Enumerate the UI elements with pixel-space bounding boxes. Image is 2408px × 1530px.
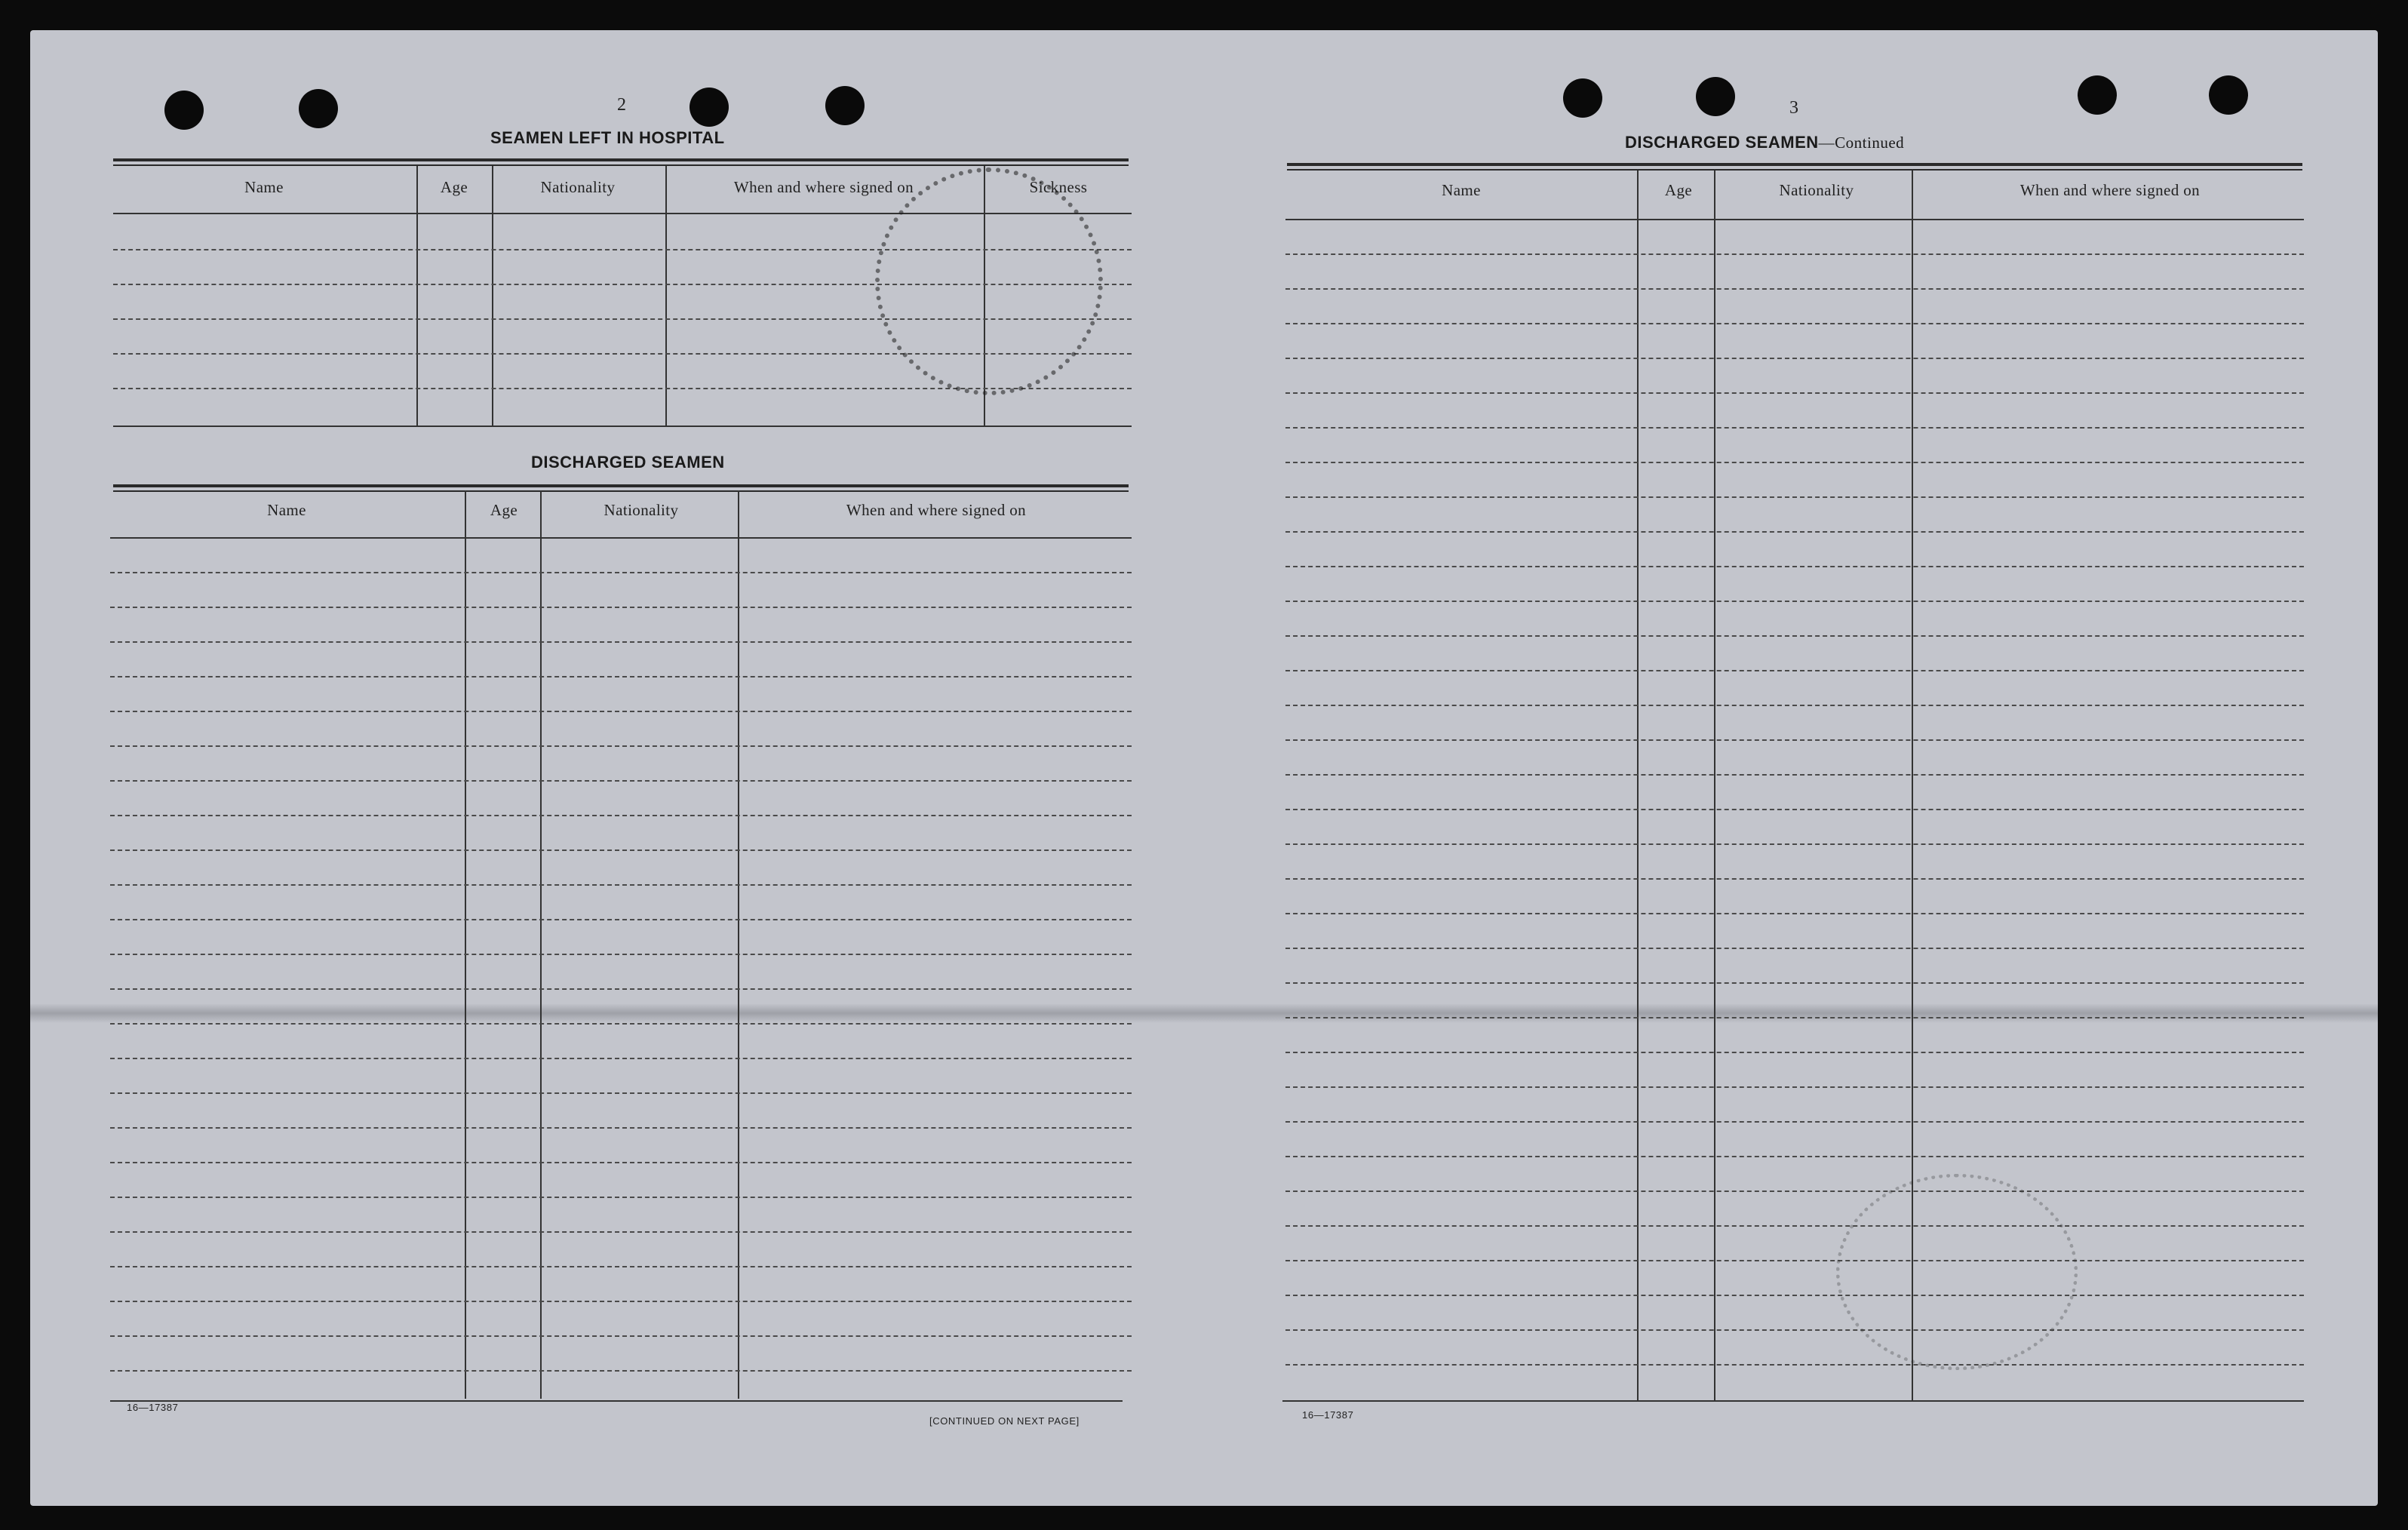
punch-hole	[825, 86, 865, 125]
row-line	[110, 1266, 1132, 1267]
row-line	[1285, 809, 2304, 810]
right-top-rule-thin	[1287, 169, 2302, 171]
punch-hole	[2078, 75, 2117, 115]
row-line	[1285, 1086, 2304, 1088]
row-line	[1285, 843, 2304, 845]
row-line	[1285, 1364, 2304, 1366]
row-line	[110, 1301, 1132, 1302]
col-signed-on: When and where signed on	[733, 178, 914, 196]
discharged-header-rule	[110, 537, 1132, 539]
left-page-number: 2	[617, 95, 626, 115]
col-nationality: Nationality	[540, 178, 616, 196]
row-line	[110, 572, 1132, 573]
right-header	[1285, 181, 2304, 204]
row-line	[1285, 358, 2304, 359]
row-line	[1285, 566, 2304, 567]
row-line	[1285, 1052, 2304, 1053]
col-name: Name	[1442, 181, 1481, 199]
punch-hole	[690, 88, 729, 127]
faint-circular-stamp	[1836, 1174, 2078, 1370]
col-signed-on: When and where signed on	[846, 501, 1027, 519]
row-line	[1285, 323, 2304, 324]
punch-hole	[1696, 77, 1735, 116]
row-line	[110, 1092, 1132, 1094]
row-line	[110, 1023, 1132, 1025]
row-line	[1285, 253, 2304, 255]
row-line	[110, 745, 1132, 747]
punch-hole	[1563, 78, 1602, 118]
row-line	[110, 1162, 1132, 1163]
col-age: Age	[440, 178, 468, 196]
row-line	[1285, 774, 2304, 776]
row-line	[1285, 1329, 2304, 1331]
col-age: Age	[490, 501, 518, 519]
right-page-number: 3	[1789, 98, 1798, 118]
row-line	[1285, 982, 2304, 984]
hospital-section-title: SEAMEN LEFT IN HOSPITAL	[490, 128, 725, 147]
right-bottom-rule	[1282, 1400, 2304, 1402]
circular-stamp	[875, 167, 1103, 395]
right-top-rule	[1287, 163, 2302, 166]
col-sickness: Sickness	[1029, 178, 1088, 196]
row-line	[110, 1058, 1132, 1059]
row-line	[110, 1370, 1132, 1372]
page-fold	[30, 1003, 2378, 1023]
right-title-suffix: —Continued	[1818, 134, 1905, 152]
row-line	[1285, 1017, 2304, 1018]
row-line	[1285, 531, 2304, 533]
row-line	[1285, 1156, 2304, 1157]
col-nationality: Nationality	[1779, 181, 1854, 199]
row-line	[1285, 462, 2304, 463]
col-age: Age	[1664, 181, 1693, 199]
col-nationality: Nationality	[604, 501, 679, 519]
right-divider	[1637, 171, 1639, 1400]
row-line	[1285, 1191, 2304, 1192]
discharged-divider	[540, 490, 542, 1399]
row-line	[110, 1127, 1132, 1129]
row-line	[1285, 948, 2304, 949]
row-line	[110, 780, 1132, 782]
row-line	[1285, 1225, 2304, 1227]
row-line	[1285, 427, 2304, 429]
discharged-divider	[465, 490, 466, 1399]
punch-hole	[164, 91, 204, 130]
row-line	[1285, 913, 2304, 914]
row-line	[1285, 739, 2304, 741]
discharged-bottom-rule	[110, 1400, 1123, 1402]
row-line	[1285, 635, 2304, 637]
row-line	[1285, 392, 2304, 394]
row-line	[1285, 1260, 2304, 1261]
discharged-header	[110, 501, 1132, 524]
row-line	[110, 1335, 1132, 1337]
hospital-top-rule	[113, 158, 1129, 161]
discharged-divider	[738, 490, 739, 1399]
continued-note: [CONTINUED ON NEXT PAGE]	[929, 1415, 1080, 1427]
punch-hole	[299, 89, 338, 128]
right-header-rule	[1285, 219, 2304, 220]
row-line	[1285, 1121, 2304, 1123]
row-line	[1285, 496, 2304, 498]
row-line	[110, 1197, 1132, 1198]
col-name: Name	[267, 501, 306, 519]
row-line	[110, 815, 1132, 816]
row-line	[1285, 705, 2304, 706]
row-line	[110, 988, 1132, 990]
hospital-bottom-rule	[113, 426, 1132, 427]
punch-hole	[2209, 75, 2248, 115]
row-line	[1285, 288, 2304, 290]
hospital-top-rule-thin	[113, 164, 1129, 166]
row-line	[1285, 601, 2304, 602]
row-line	[110, 884, 1132, 886]
left-form-number: 16—17387	[127, 1402, 179, 1413]
right-divider	[1714, 171, 1715, 1400]
col-signed-on: When and where signed on	[2019, 181, 2201, 199]
row-line	[110, 954, 1132, 955]
row-line	[110, 607, 1132, 608]
row-line	[1285, 878, 2304, 880]
right-form-number: 16—17387	[1302, 1409, 1354, 1421]
row-line	[1285, 1295, 2304, 1296]
discharged-top-rule-thin	[113, 490, 1129, 492]
right-title-main: DISCHARGED SEAMEN	[1625, 133, 1819, 152]
row-line	[110, 676, 1132, 677]
discharged-top-rule	[113, 484, 1129, 487]
row-line	[110, 1231, 1132, 1233]
discharged-section-title: DISCHARGED SEAMEN	[531, 453, 725, 472]
row-line	[110, 849, 1132, 851]
row-line	[110, 919, 1132, 920]
col-name: Name	[244, 178, 284, 196]
row-line	[1285, 670, 2304, 671]
right-section-title	[1625, 133, 1904, 152]
row-line	[110, 641, 1132, 643]
row-line	[110, 711, 1132, 712]
